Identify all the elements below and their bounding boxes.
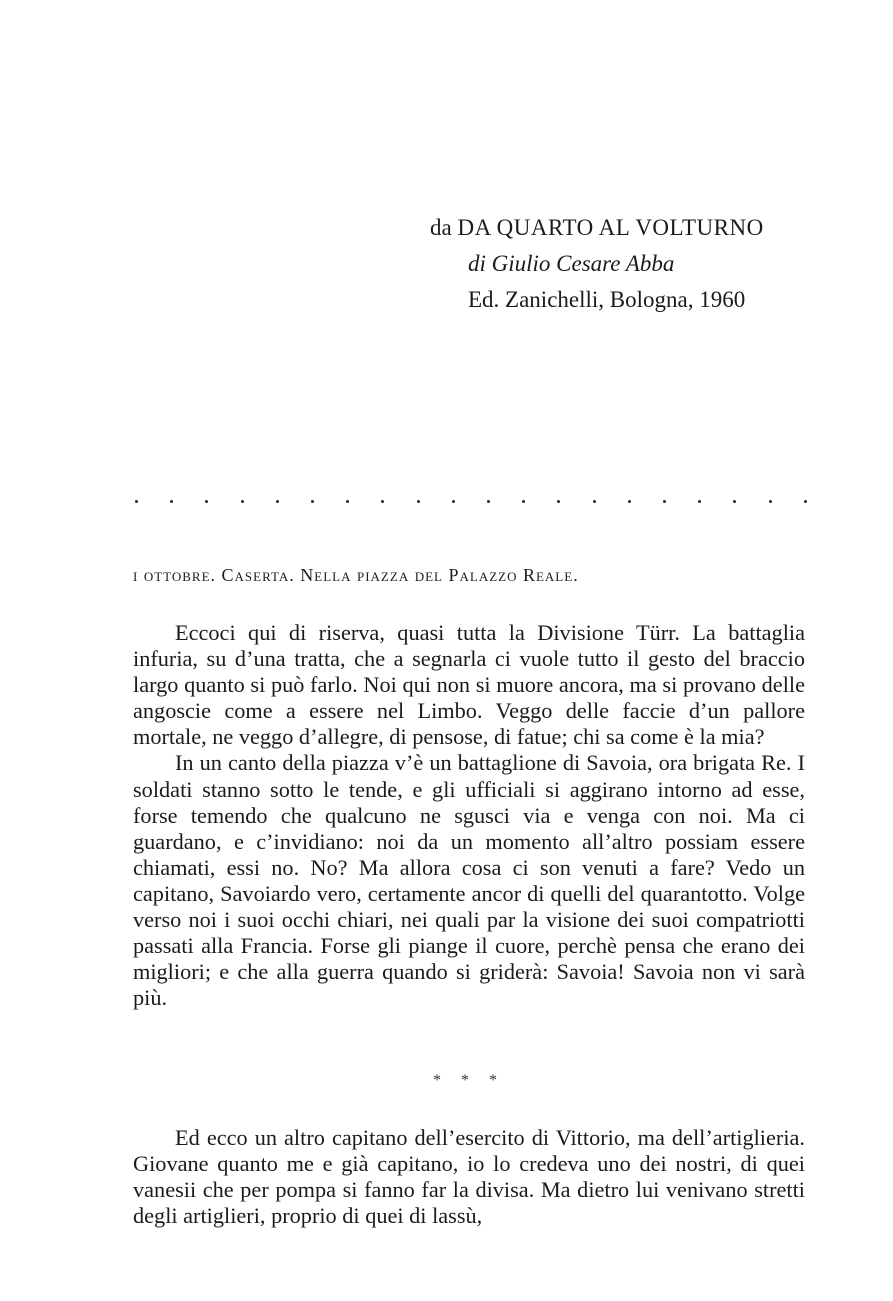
text-block-after [133, 1125, 805, 1229]
paragraph: Eccoci qui di riserva, quasi tutta la Divisione Türr. La battaglia infuria, su d’una tratta, che a segnarla ci vuole tutto il gesto del braccio largo quanto si può farlo. Noi qui non si muore ancora, ma si provano delle angoscie come a essere nel Limbo. Veggo delle faccie d’un pallore mortale, ne veggo d’allegre, di pensose, di fatue; chi sa come è la mia? [133, 620, 805, 750]
source-title-line [430, 210, 850, 246]
separator-dot [170, 500, 173, 503]
separator-dot [663, 500, 666, 503]
separator-dot [628, 500, 631, 503]
dotted-separator [135, 486, 807, 516]
separator-dot [733, 500, 736, 503]
separator-dot [487, 500, 490, 503]
separator-dot [417, 500, 420, 503]
separator-dot [311, 500, 314, 503]
book-title: DA QUARTO AL VOLTURNO [457, 215, 764, 240]
text-block-before [133, 620, 805, 1011]
separator-dot [381, 500, 384, 503]
separator-dot [241, 500, 244, 503]
paragraph: Ed ecco un altro capitano dell’esercito di Vittorio, ma dell’artiglieria. Giovane quanto me e già capitano, io lo credeva uno dei nostri, di quei vanesii che per pompa si fanno far la divisa. Ma dietro lui venivano stretti degli artiglieri, proprio di quei di lassù, [133, 1125, 805, 1229]
title-prefix: da [430, 215, 452, 240]
separator-dot [557, 500, 560, 503]
section-heading: i ottobre. Caserta. Nella piazza del Palazzo Reale. [133, 565, 579, 585]
separator-dot [522, 500, 525, 503]
separator-dot [452, 500, 455, 503]
separator-dot [593, 500, 596, 503]
book-author: di Giulio Cesare Abba [468, 251, 675, 276]
source-block [430, 210, 850, 318]
asterism-divider: * * * [433, 1072, 505, 1089]
separator-dot [769, 500, 772, 503]
book-edition: Ed. Zanichelli, Bologna, 1960 [468, 287, 746, 312]
separator-dot [346, 500, 349, 503]
separator-dot [205, 500, 208, 503]
separator-dot [698, 500, 701, 503]
separator-dot [135, 500, 138, 503]
separator-dot [276, 500, 279, 503]
paragraph: In un canto della piazza v’è un battaglione di Savoia, ora brigata Re. I soldati stanno sotto le tende, e gli ufficiali si aggirano intorno ad esse, forse temendo che qualcuno ne sgusci via e venga con noi. Ma ci guardano, e c’invidiano: noi da un momento all’altro possiam essere chiamati, essi no. No? Ma allora cosa ci son venuti a fare? Vedo un capitano, Savoiardo vero, certamente ancor di quelli del quarantotto. Volge verso noi i suoi occhi chiari, nei quali par la visione dei suoi compatriotti passati alla Francia. Forse gli piange il cuore, perchè pensa che erano dei migliori; e che alla guerra quando si griderà: Savoia! Savoia non vi sarà più. [133, 750, 805, 1011]
separator-dot [804, 500, 807, 503]
